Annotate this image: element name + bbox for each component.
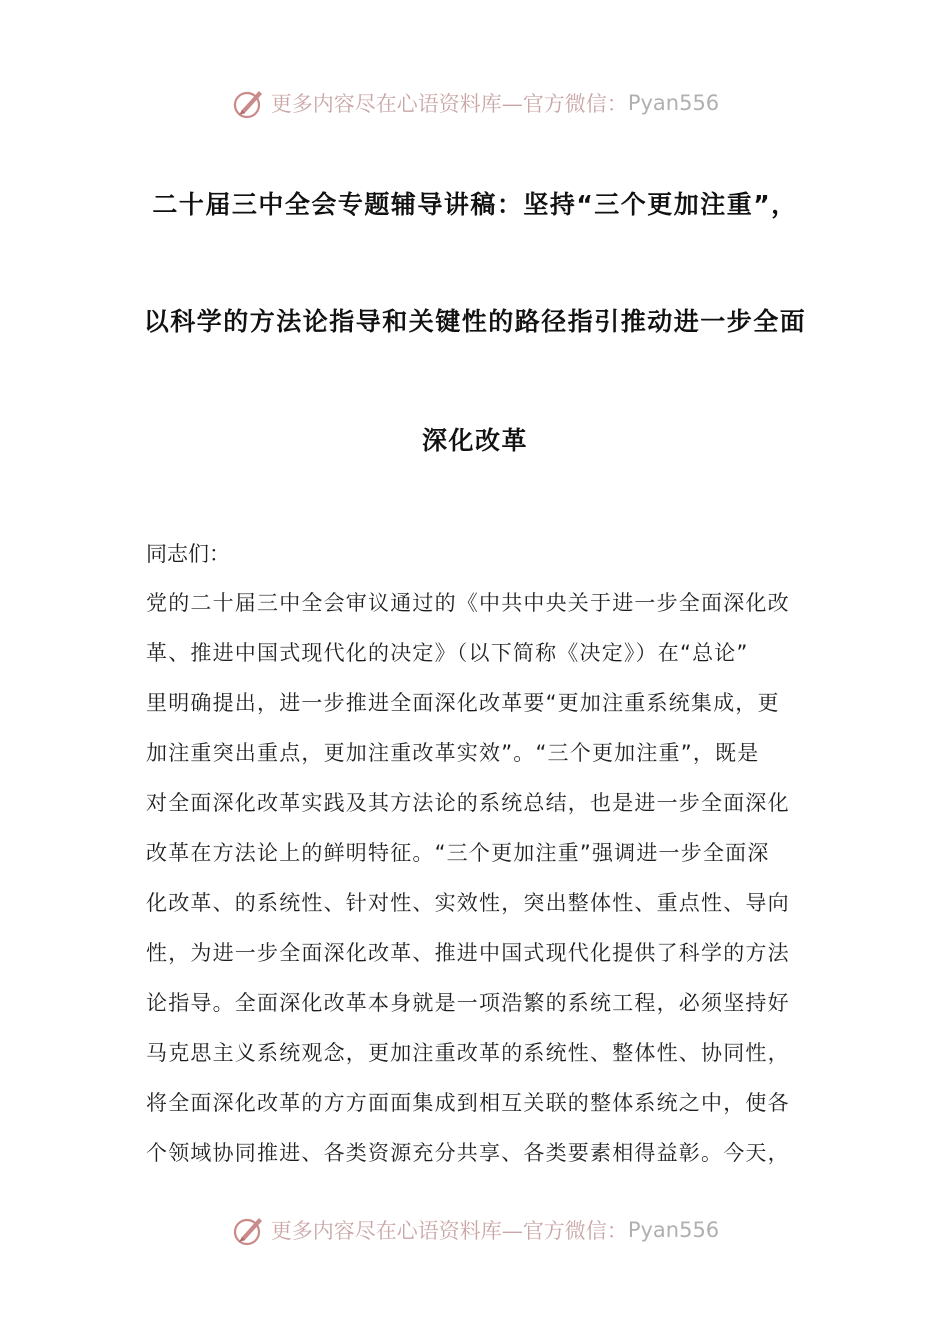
body-line: 化改革、的系统性、针对性、实效性，突出整体性、重点性、导向 — [146, 891, 790, 915]
body-line: 个领域协同推进、各类资源充分共享、各类要素相得益彰。今天， — [146, 1141, 790, 1165]
watermark-site-text: 更多内容尽在心语资料库—官方微信： — [270, 92, 628, 116]
watermark-account: Pyan556 — [627, 91, 720, 115]
body-line: 马克思主义系统观念，更加注重改革的系统性、整体性、协同性， — [146, 1041, 790, 1065]
quill-pen-logo-icon — [231, 1212, 267, 1248]
body-line: 将全面深化改革的方方面面集成到相互关联的整体系统之中，使各 — [146, 1091, 790, 1115]
body-line: 性，为进一步全面深化改革、推进中国式现代化提供了科学的方法 — [146, 941, 790, 965]
body-line: 党的二十届三中全会审议通过的《中共中央关于进一步全面深化改 — [146, 591, 790, 615]
watermark-account: Pyan556 — [627, 1218, 720, 1242]
body-line: 革、推进中国式现代化的决定》（以下简称《决定》）在“总论” — [146, 641, 749, 665]
body-paragraph — [146, 588, 806, 1188]
body-line: 里明确提出，进一步推进全面深化改革要“更加注重系统集成，更 — [146, 691, 780, 715]
header-watermark — [0, 83, 950, 123]
body-line: 改革在方法论上的鲜明特征。“三个更加注重”强调进一步全面深 — [146, 841, 770, 865]
salutation: 同志们： — [146, 542, 230, 566]
body-line: 加注重突出重点，更加注重改革实效”。“三个更加注重”，既是 — [146, 741, 760, 765]
body-line: 对全面深化改革实践及其方法论的系统总结，也是进一步全面深化 — [146, 791, 790, 815]
footer-watermark — [0, 1210, 950, 1250]
quill-pen-logo-icon — [231, 85, 267, 121]
page-title-line-1: 二十届三中全会专题辅导讲稿：坚持“三个更加注重”， — [152, 190, 798, 219]
watermark-site-text: 更多内容尽在心语资料库—官方微信： — [270, 1219, 628, 1243]
body-line: 论指导。全面深化改革本身就是一项浩繁的系统工程，必须坚持好 — [146, 991, 790, 1015]
page-title-line-2: 以科学的方法论指导和关键性的路径指引推动进一步全面 — [143, 307, 807, 336]
page-title-line-3: 深化改革 — [421, 426, 528, 455]
